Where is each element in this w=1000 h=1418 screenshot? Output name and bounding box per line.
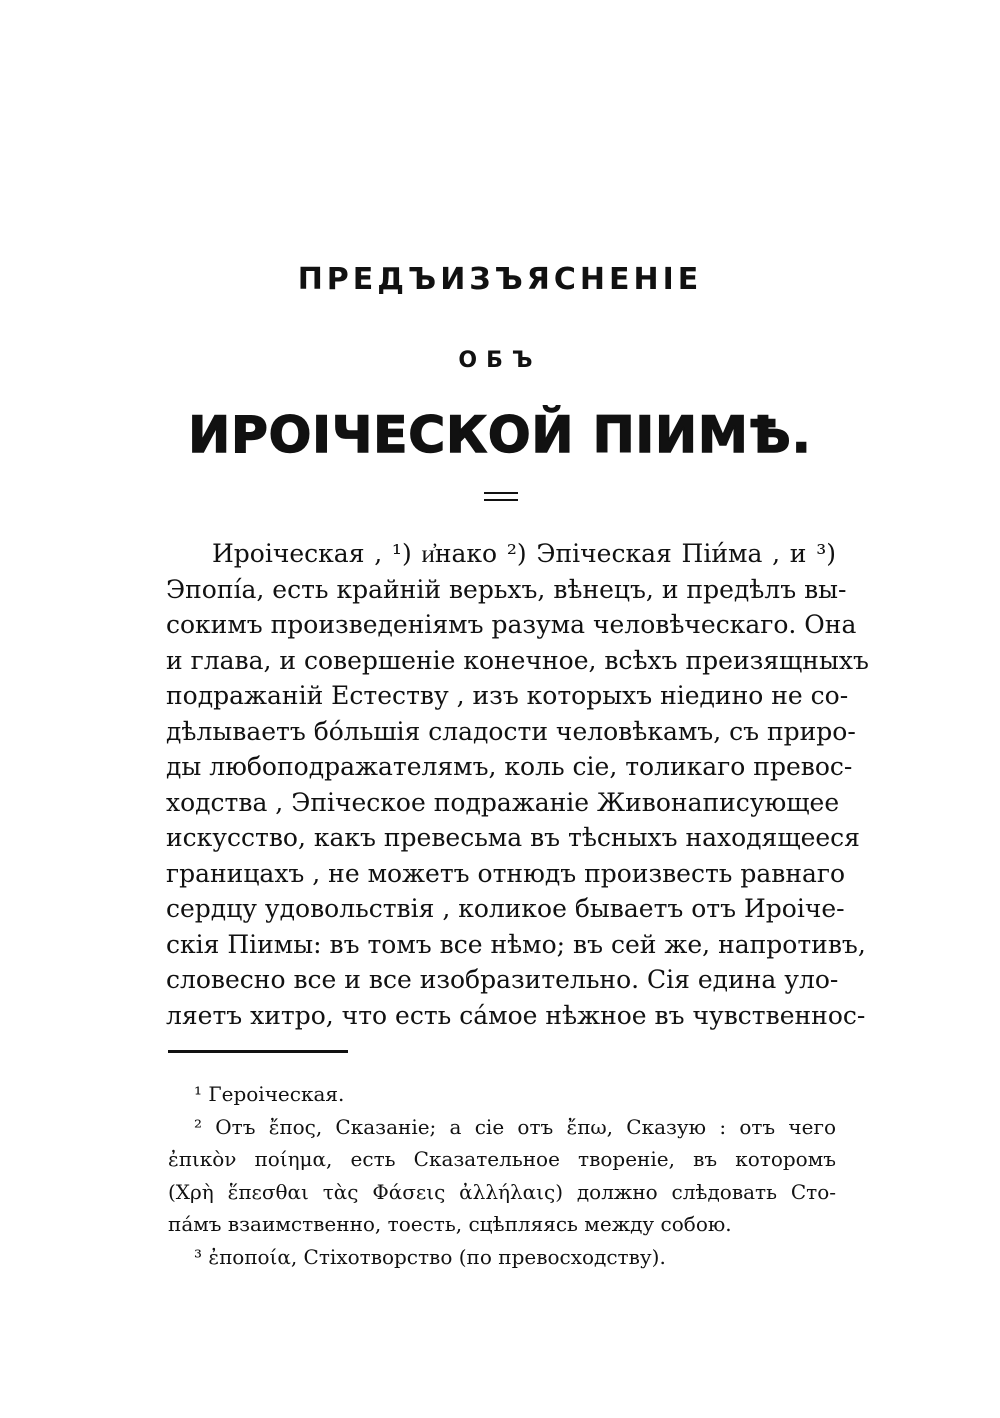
main-paragraph	[166, 536, 869, 1033]
body-line: словесно все и все изобразительно. Сія едина уло-	[166, 965, 839, 994]
footnote-2-line: па́мъ взаимственно, тоесть, сцѣпляясь между собою.	[168, 1212, 732, 1236]
body-line: Эпопі́а, есть крайній верьхъ, вѣнецъ, и предѣлъ вы-	[166, 574, 847, 604]
body-line: ды любоподражателямъ, коль сіе, толикаго превос-	[166, 752, 853, 781]
title-line-about: ОБЪ	[458, 348, 542, 373]
body-line: ляетъ хитро, что есть са́мое нѣжное въ чувственнос-	[166, 1000, 866, 1030]
footnotes	[168, 1078, 836, 1273]
body-line: и глава, и совершеніе конечное, всѣхъ преизящныхъ	[166, 645, 869, 675]
body-line: границахъ , не можетъ отнюдъ произвесть равнаго	[166, 858, 846, 888]
body-line: дѣлываетъ бо́льшія сладости человѣкамъ, съ приро-	[166, 716, 856, 746]
footnote-separator-rule	[168, 1050, 348, 1053]
title-line-preface: ПРЕДЪИЗЪЯСНЕНІЕ	[297, 262, 703, 297]
footnote-3: ³ ἐποποία, Стіхотворство (по превосходству).	[194, 1244, 666, 1269]
body-line: сокимъ произведеніямъ разума человѣческаго. Она	[166, 610, 857, 639]
title-separator-rule	[484, 492, 518, 501]
footnote-2-line: ἐπικὸν ποίημα, есть Сказательное твореніе, въ которомъ	[168, 1147, 836, 1171]
footnote-2-line: ² Отъ ἔπος, Сказаніе; а сіе отъ ἔπω, Сказую : отъ чего	[194, 1114, 836, 1139]
footnote-1: ¹ Героіческая.	[194, 1082, 345, 1106]
body-line: сердцу удовольствія , коликое бываетъ отъ Ироіче-	[166, 894, 845, 923]
body-line: ходства , Эпіческое подражаніе Живонаписующее	[166, 787, 840, 817]
body-line: Ироіческая , ¹) и҆нако ²) Эпіческая Піи́ма , и ³)	[212, 539, 836, 568]
title-line-heroic-poem: ИРОІЧЕСКОЙ ПІИМѢ.	[188, 406, 812, 464]
footnote-2-line: (Χρὴ ἕπεσθαι τὰς Φάσεις ἀλλήλαις) должно слѣдовать Сто-	[168, 1179, 836, 1204]
body-line: подражаній Естеству , изъ которыхъ ніедино не со-	[166, 681, 849, 710]
body-line: искусство, какъ превесьма въ тѣсныхъ находящееся	[166, 823, 860, 852]
body-line: скія Піимы: въ томъ все нѣмо; въ сей же, напротивъ,	[166, 929, 866, 959]
